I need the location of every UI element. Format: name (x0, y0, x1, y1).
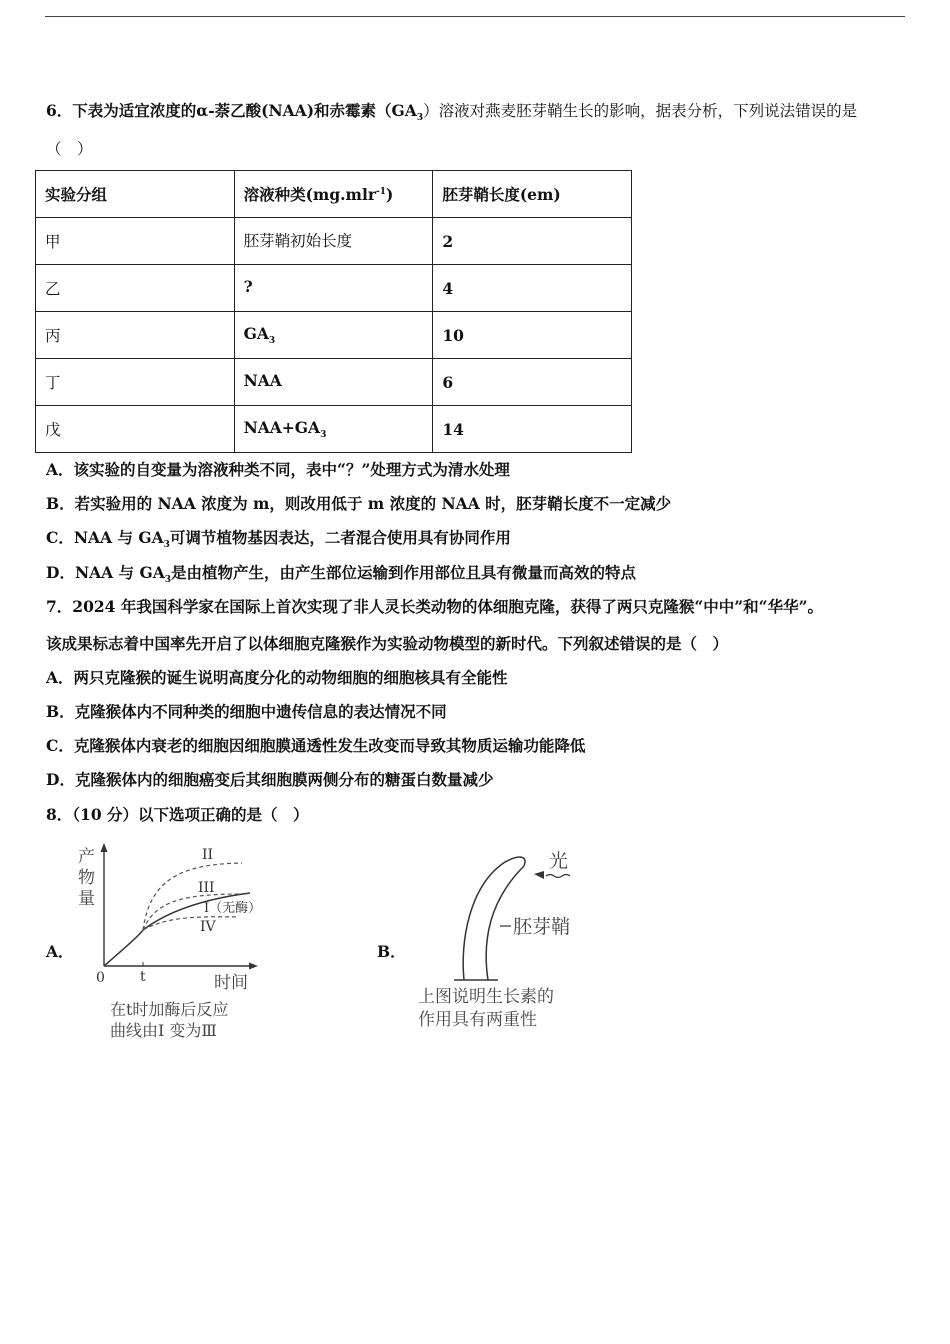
figure-a-caption-line2: 曲线由Ⅰ 变为Ⅲ (110, 1021, 217, 1040)
header-length: 胚芽鞘长度(em) (433, 171, 632, 218)
q8-option-b-label: B． (377, 942, 406, 961)
y-axis-arrow-icon (101, 843, 108, 852)
curve-label-iv: IV (200, 919, 216, 935)
q6-answer-paren: （ ） (46, 140, 93, 158)
q8-option-a-label: A． (46, 942, 74, 961)
curve-iv (143, 917, 238, 930)
curve-label-i: I（无酶） (204, 901, 262, 916)
origin-label: 0 (96, 970, 105, 986)
table-row (36, 359, 632, 406)
q6-option-c-pre: C．NAA 与 GA (46, 528, 164, 547)
light-label: 光 (549, 850, 569, 872)
cell-solution (234, 265, 433, 312)
cell-group: 丙 (36, 312, 235, 359)
figure-b-caption-line2: 作用具有两重性 (418, 1010, 537, 1030)
q6-option-d-sub: 3 (164, 575, 171, 586)
light-arrow-icon (534, 871, 544, 879)
header-solution-sup: -1 (376, 186, 387, 197)
cell-length: 10 (433, 312, 632, 359)
q8-stem: 8．（10 分）以下选项正确的是（ ） (46, 805, 309, 824)
header-group: 实验分组 (36, 171, 235, 218)
q6-option-d (46, 563, 636, 590)
q7-stem-line2: 该成果标志着中国率先开启了以体细胞克隆猴作为实验动物模型的新时代。下列叙述错误的是（ ） (46, 634, 729, 653)
cell-solution-sub: 3 (268, 336, 276, 347)
q6-stem (46, 101, 857, 128)
q6-option-a: A．该实验的自变量为溶液种类不同，表中“？”处理方式为清水处理 (46, 460, 510, 479)
table-row (36, 312, 632, 359)
cell-group: 甲 (36, 218, 235, 265)
table-row (36, 406, 632, 453)
q7-option-d: D．克隆猴体内的细胞癌变后其细胞膜两侧分布的糖蛋白数量减少 (46, 770, 494, 789)
q6-option-c-post: 可调节植物基因表达，二者混合使用具有协同作用 (169, 528, 511, 547)
top-rule (45, 16, 905, 17)
figure-a-caption-line1: 在t时加酶后反应 (110, 1000, 229, 1019)
cell-length: 6 (433, 359, 632, 406)
q7-option-b: B．克隆猴体内不同种类的细胞中遗传信息的表达情况不同 (46, 702, 447, 721)
cell-length: 4 (433, 265, 632, 312)
cell-solution-text: 胚芽鞘初始长度 (243, 231, 353, 250)
table-row (36, 265, 632, 312)
curve-label-ii: II (202, 847, 214, 863)
q7-stem-line1: 7．2024 年我国科学家在国际上首次实现了非人灵长类动物的体细胞克隆，获得了两只克隆猴“中中”和“华华”。 (46, 597, 823, 616)
q6-option-c (46, 528, 511, 555)
curve-label-iii: III (198, 880, 215, 896)
q6-stem-rest: ）溶液对燕麦胚芽鞘生长的影响，据表分析，下列说法错误的是 (423, 102, 858, 120)
cell-solution (234, 406, 433, 453)
cell-solution-text: NAA+GA (243, 417, 321, 437)
table-row (36, 218, 632, 265)
coleoptile-label: 胚芽鞘 (513, 916, 571, 938)
table-header-row (36, 171, 632, 218)
q6-option-d-pre: D．NAA 与 GA (46, 563, 165, 582)
cell-solution (234, 218, 433, 265)
cell-length: 2 (433, 218, 632, 265)
q8-figure-b (410, 840, 610, 1040)
figure-b-caption-line1: 上图说明生长素的 (418, 987, 554, 1007)
header-solution (234, 171, 433, 218)
cell-solution (234, 359, 433, 406)
header-solution-tail: ) (386, 185, 394, 204)
q7-option-c: C．克隆猴体内衰老的细胞因细胞膜通透性发生改变而导致其物质运输功能降低 (46, 736, 586, 755)
cell-group: 乙 (36, 265, 235, 312)
q6-option-c-sub: 3 (163, 540, 170, 551)
q7-option-a: A．两只克隆猴的诞生说明高度分化的动物细胞的细胞核具有全能性 (46, 668, 508, 687)
cell-length: 14 (433, 406, 632, 453)
q6-table (35, 170, 632, 453)
x-axis-arrow-icon (249, 963, 258, 970)
cell-solution-sub: 3 (320, 430, 327, 441)
cell-solution (234, 312, 433, 359)
y-label-char-2: 物 (78, 868, 95, 888)
cell-group: 戊 (36, 406, 235, 453)
q6-option-d-post: 是由植物产生，由产生部位运输到作用部位且具有微量而高效的特点 (170, 563, 636, 582)
q6-stem-sub: 3 (416, 113, 424, 124)
light-wave (546, 875, 570, 878)
x-label: 时间 (214, 973, 248, 993)
y-label-char-1: 产 (78, 847, 95, 867)
y-label-char-3: 量 (78, 889, 95, 909)
header-solution-text: 溶液种类(mg.mlr (243, 185, 377, 204)
t-label: t (140, 969, 146, 985)
q6-option-b: B．若实验用的 NAA 浓度为 m，则改用低于 m 浓度的 NAA 时，胚芽鞘长度不一定减少 (46, 494, 672, 513)
q8-figure-a (70, 840, 280, 1040)
cell-solution-text: NAA (243, 370, 282, 390)
cell-solution-text: GA (243, 323, 269, 343)
q6-stem-bold: 6．下表为适宜浓度的α-萘乙酸(NAA)和赤霉素（GA (46, 101, 417, 120)
cell-solution-text: ? (243, 276, 253, 296)
cell-group: 丁 (36, 359, 235, 406)
